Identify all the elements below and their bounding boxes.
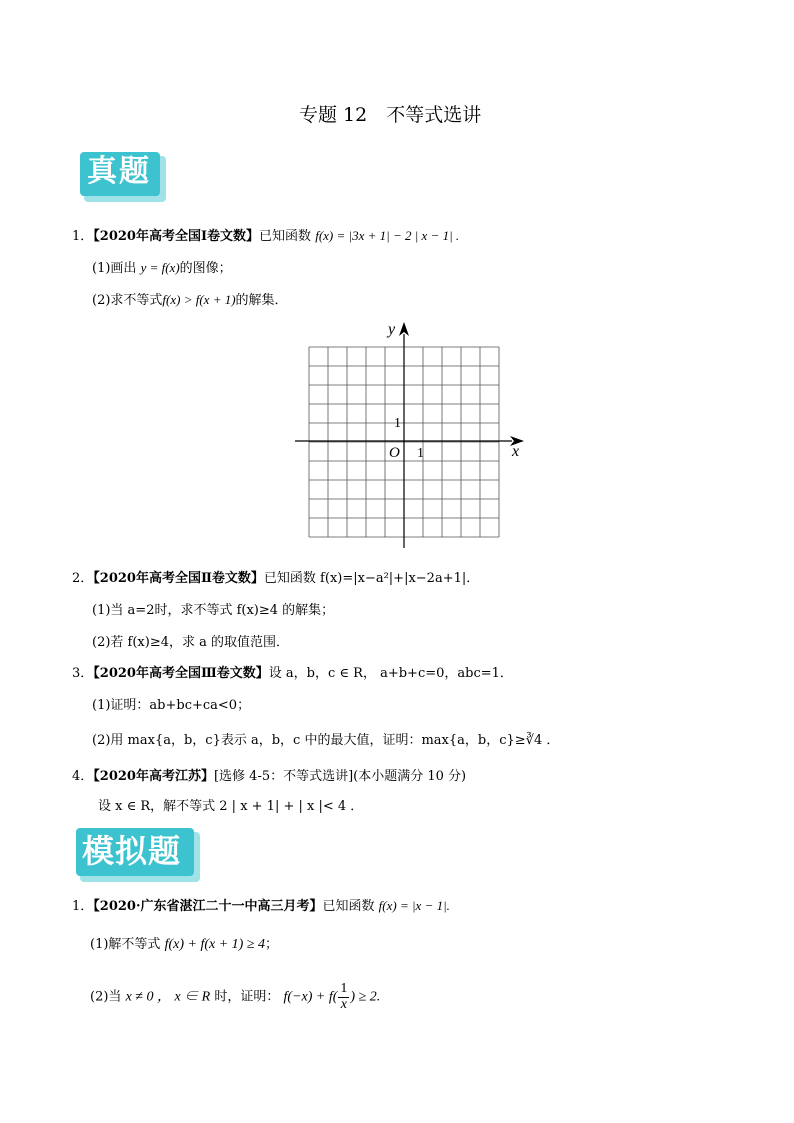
- part-math: f(x) + f(x + 1) ≥ 4: [164, 937, 265, 952]
- question-source: 【2020年高考江苏】: [93, 769, 214, 784]
- question-stem: 已知函数 f(x)=|x−a²|+|x−2a+1|．: [263, 571, 480, 586]
- question-1-part-2: [92, 293, 288, 307]
- part-math: f(x) > f(x + 1): [162, 292, 236, 307]
- question-3-part-2: (2)用 max{a，b，c}表示 a，b，c 中的最大值，证明：max{a，b，c}≥∛4 ．: [92, 733, 560, 748]
- section-banner-real: [78, 150, 168, 204]
- part-math: y = f(x): [140, 260, 180, 275]
- banner-mock-label: 模拟题: [82, 832, 182, 870]
- fraction-numerator: 1: [340, 981, 348, 996]
- mock-question-1-part-2: [90, 982, 380, 1012]
- part-math: ) ≥ 2.: [350, 989, 381, 1005]
- part-label: (1)画出: [92, 261, 137, 276]
- question-3: [72, 667, 513, 680]
- function-definition: f(x) = |x − 1|.: [378, 898, 450, 913]
- question-number: 3．: [72, 666, 94, 681]
- question-4-part-1: 设 x ∈ R，解不等式 2 | x + 1| + | x |< 4 ．: [98, 799, 364, 814]
- fraction: [338, 982, 349, 1012]
- part-condition: x ≠ 0 ， x ∈ R: [125, 989, 211, 1005]
- question-2: [72, 572, 479, 585]
- function-definition: f(x) = |3x + 1| − 2 | x − 1| .: [315, 228, 460, 243]
- question-number: 4．: [72, 769, 94, 784]
- part-label: (2)求不等式: [92, 293, 163, 308]
- mock-question-1-part-1: [90, 938, 278, 952]
- part-text: 时，证明：: [214, 989, 280, 1005]
- coordinate-grid: [290, 318, 550, 558]
- y-axis-arrow: [399, 322, 409, 336]
- question-number: 2．: [72, 571, 94, 586]
- question-3-part-1: (1)证明：ab+bc+ca<0；: [92, 698, 251, 713]
- y-axis-label: y: [388, 321, 396, 338]
- question-source: 【2020·广东省湛江二十一中高三月考】: [93, 899, 323, 914]
- question-4: [72, 770, 466, 783]
- part-text: 的图像；: [179, 261, 232, 276]
- part-label: (2)当: [90, 989, 122, 1005]
- part-text: 的解集．: [235, 293, 288, 308]
- question-stem: [选修 4-5：不等式选讲](本小题满分 10 分): [213, 769, 467, 784]
- page-title: 专题 12 不等式选讲: [299, 104, 482, 126]
- y-unit-label: 1: [394, 416, 401, 431]
- question-stem: 已知函数: [322, 899, 375, 914]
- question-1: [72, 229, 459, 243]
- origin-label: O: [389, 445, 400, 461]
- question-number: 1．: [72, 229, 94, 244]
- question-2-part-2: (2)若 f(x)≥4，求 a 的取值范围．: [92, 635, 290, 650]
- mock-question-1: [72, 899, 450, 913]
- question-2-part-1: (1)当 a=2时，求不等式 f(x)≥4 的解集；: [92, 603, 335, 618]
- x-unit-label: 1: [417, 446, 424, 461]
- question-stem: 设 a，b，c ∈ R， a+b+c=0，abc=1．: [268, 666, 513, 681]
- part-text: ；: [265, 937, 279, 952]
- question-source: 【2020年高考全国Ⅲ卷文数】: [93, 666, 269, 681]
- part-label: (1)解不等式: [90, 937, 161, 952]
- question-stem: 已知函数: [259, 229, 312, 244]
- question-source: 【2020年高考全国Ⅱ卷文数】: [93, 571, 264, 586]
- question-source: 【2020年高考全国Ⅰ卷文数】: [93, 229, 260, 244]
- x-axis-label: x: [512, 443, 520, 460]
- section-banner-mock: [74, 826, 202, 884]
- question-number: 1．: [72, 899, 94, 914]
- part-math: f(−x) + f(: [283, 989, 338, 1005]
- fraction-denominator: x: [340, 996, 348, 1012]
- question-1-part-1: [92, 261, 232, 275]
- banner-real-label: 真题: [87, 154, 151, 189]
